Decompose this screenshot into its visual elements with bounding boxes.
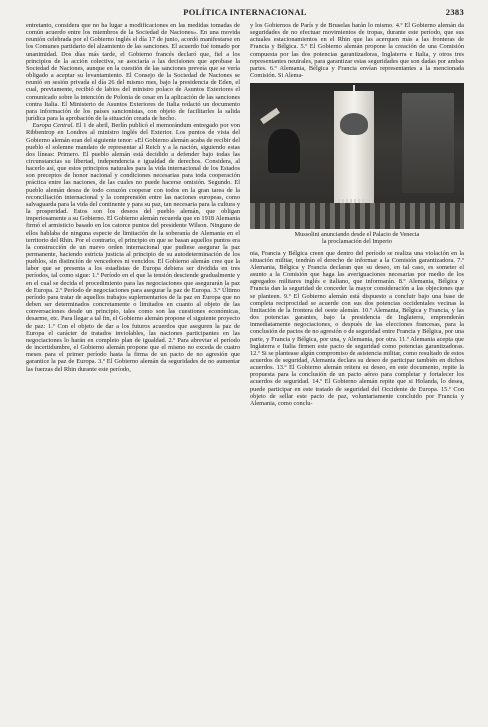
left-column — [26, 22, 240, 711]
running-title: POLÍTICA INTERNACIONAL — [183, 7, 307, 17]
page-header — [26, 6, 464, 19]
photo-caption — [250, 231, 464, 245]
paragraph-central-europe-text: El 1 de abril, Berlín publicó el memorándum entregado por von Ribbentrop en Londres al ministro inglés del Exterior. Los puntos de vista del Gobierno alemán eran del siguiente tenor: «El Gobierno alemán acaba de recibir del pueblo el solemne mandato de representar al Reich y a la nación, siguiendo estas dos líneas: Primero. El pueblo alemán está decidido a defender bajo todas las circunstancias su libertad, independencia e igualdad de derechos. Considera, al hacerlo así, que estos principios naturales para la vida internacional de los Estados son preceptos de honor nacional y condiciones necesarias para toda cooperación práctica entre las naciones, de las cuales no puede hacerse omisión. Segundo. El pueblo alemán desea de todo corazón cooperar con todos en la gran tarea de la reconciliación internacional y la comprensión entre las naciones europeas, como salvaguarda para la vida del continente y para su paz, tan necesaria para la cultura y la prosperidad. Estos son los deseos del pueblo alemán, que obligan imperiosamente a su Gobierno. El Gobierno alemán recuerda que en 1918 Alemania firmó el armisticio basado en los catorce puntos del presidente Wilson. Ninguno de ellos hablaba de ninguna especie de limitación de la soberanía de Alemania en el territorio del Rhin. Por el contrario, el principio en que se basan aquellos puntos era la construcción de un nuevo orden internacional que pudiese asegurar la paz permanente, haciendo estricta justicia al principio de su autodeterminación de los pueblos, sin distinción de vencedores ni vencidos. El Gobierno alemán cree que la labor que se presenta a los estadistas de Europa debiera ser dividida en tres períodos, tal como sigue: 1.º Período en el que la tensión desciende gradualmente y en el cual se decida el procedimiento para las negociaciones que asegurarán la paz de Europa. 2.º Período de negociaciones para asegurar la paz de Europa. 3.º Último período para tratar de aquellos trabajos suplementarios de la paz en Europa que no deben ser determinados concretamente o limitados en cuanto al objeto de las conversaciones desde un principio, tales como son las cuestiones económicas, desarme, etc. Para llegar a tal fin, el Gobierno alemán propone el siguiente proyecto de paz: 1.º Con el objeto de dar a los futuros acuerdos que aseguren la paz de Europa el carácter de tratados inviolables, las naciones participantes en las negociaciones lo harán en completo plan de igualdad. 2.º Para abreviar el período de incertidumbre, el Gobierno alemán propone que el mismo no exceda de cuatro meses para el primer período hasta la firma de un pacto de no agresión que garantice la paz de Europa. 3.º El Gobierno alemán da seguridades de no aumentar las fuerzas del Rhin durante este período, — [26, 122, 240, 373]
photo-window — [402, 93, 454, 193]
photo-banner — [334, 91, 374, 203]
page-number: 2383 — [445, 7, 464, 17]
photo-mussolini-balcony — [250, 83, 464, 229]
photo-caption-line-1: Mussolini anunciando desde el Palacio de Venecia — [294, 231, 420, 239]
paragraph-sanctions: entretanto, considera que no ha lugar a modificaciones en las medidas tomadas de común acuerdo entre los miembros de la Sociedad de Naciones». En una movida reunión celebrada por el Gobierno inglés el día 17 de junio, acordó manifestarse en los Comunes partidario del alzamiento de las sanciones. El acuerdo fué tomado por unanimidad. Dos días más tarde, el Gobierno francés declaró que, fiel a los principios de la acción colectiva, se asociaría a las decisiones que aprobase la Sociedad de Naciones, aunque en la cuestión de las sanciones preveía que se vería obligado a aceptar su levantamiento. El Consejo de la Sociedad de Naciones se reunió en sesión privada el día 26 del mismo mes, bajo la presidencia de Eden, el cual, previamente, recibió de labios del ministro polaco de Asuntos Exteriores el comunicado sobre la intención de Polonia de cesar en la aplicación de las sanciones contra Italia. El Ministerio de Asuntos Exteriores de Italia redactó un documento para información de los países sancionistas, con objeto de facilitarles la salida jurídica para la aprobación de la situación creada de hecho. — [26, 22, 240, 123]
text-columns — [26, 22, 464, 711]
photo-figure — [268, 129, 300, 173]
paragraph-rhine-guarantees: y los Gobiernos de París y de Bruselas harán lo mismo. 4.º El Gobierno alemán da seguridades de no efectuar movimientos de tropas, durante este período, que sus actuales estacionamientos en el Rhin que las acerquen más a las fronteras de Francia y Bélgica. 5.º El Gobierno alemán propone la creación de una Comisión compuesta por las dos potencias garantizadoras, Inglaterra e Italia, y otros tres representantes neutrales, para garantizar estas seguridades que son dadas por ambas partes. 6.º Alemania, Bélgica y Francia envían representantes a la mencionada Comisión. Si Alema- — [250, 22, 464, 80]
photo-balcony-rail — [250, 203, 464, 229]
photo-caption-line-2: la proclamación del Imperio — [322, 238, 392, 246]
section-heading-europa-central: Europa Central. — [32, 122, 74, 130]
paragraph-central-europe — [26, 122, 240, 372]
photo-eagle-emblem — [340, 113, 368, 135]
right-column — [250, 22, 464, 711]
photo-raised-arm — [260, 108, 280, 124]
paragraph-commission-points: nia, Francia y Bélgica creen que dentro del período se realiza una violación en la situación militar, tendrán el derecho de informar a la Comisión garantizadora. 7.º Alemania, Bélgica y Francia declaran que su deseo, en tal caso, es someter el asunto a la Comisión que haga las averiguaciones necesarias por medio de los agregados militares inglés e italiano, que informarán. 8.º Alemania, Bélgica y Francia dan la seguridad de conceder la mayor consideración a las objeciones que se planteen. 9.º El Gobierno alemán está dispuesto a concluir bajo una base de completa reciprocidad se acuerde con sus dos potencias occidentales vecinas la limitación de la frontera del oeste alemán. 10.º Alemania, Bélgica y Francia, y las dos potencias garantes, bajo la presidencia de Inglaterra, emprenderán inmediatamente negociaciones, o después de las elecciones francesas, para la conclusión de pactos de no agresión o de seguridad entre Francia y Bélgica, por una parte, y Francia y Bélgica, por una, y Alemania, por otra. 11.º Alemania acepta que Inglaterra e Italia firmen este pacto de seguridad como potencias garantizadoras. 12.º Si se plantease algún compromiso de asistencia militar, como resultado de estos acuerdos de seguridad, Alemania declara su deseo de participar también en dichos acuerdos. 13.º El Gobierno alemán reitera su deseo, en este documento, repite la propuesta para la conclusión de un pacto aéreo para completar y fortalecer los acuerdos de seguridad. 14.º El Gobierno alemán repite que si Holanda, lo desea, puede participar en este tratado de seguridad del Occidente de Europa. 15.º Con objeto de sellar este pacto de paz, voluntariamente concluido por Francia y Alemania, como conclu- — [250, 249, 464, 407]
